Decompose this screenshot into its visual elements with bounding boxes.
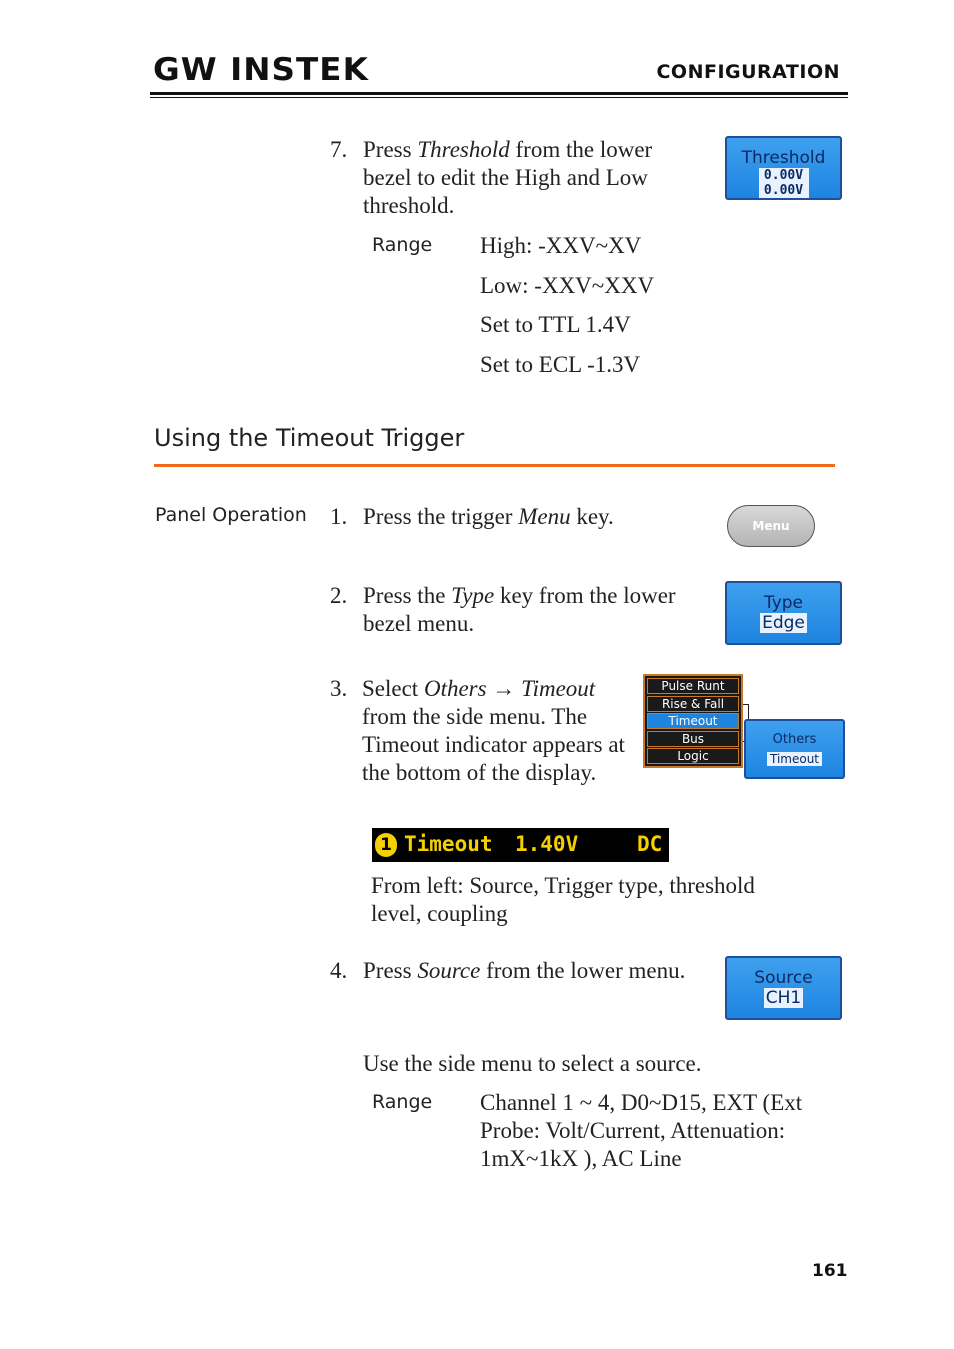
threshold-softkey[interactable] [725,136,842,200]
step-4-range-label: Range [372,1091,433,1113]
others-softkey[interactable] [744,719,845,779]
step-4-text: Press Source from the lower menu. [363,958,686,983]
range-high: High: -XXV~XV [480,233,642,258]
section-label: CONFIGURATION [656,61,840,83]
step-1-number: 1. [330,504,348,529]
threshold-low-value: 0.00V [759,183,809,198]
source-note: Use the side menu to select a source. [363,1051,702,1076]
menu-key[interactable]: Menu [727,505,815,547]
step-4-number: 4. [330,958,348,983]
arrow-icon: → [492,676,516,701]
step-7-range-label: Range [372,234,433,256]
type-softkey[interactable] [725,581,842,645]
step-7-text: Press Threshold from the lower bezel to edit the High and Low threshold. [363,137,653,218]
threshold-softkey-title: Threshold [741,148,826,168]
type-softkey-value: Edge [762,613,805,633]
trigger-type-side-menu [643,674,743,768]
step-3-number: 3. [330,676,348,701]
side-item-logic[interactable]: Logic [647,748,739,764]
type-softkey-title: Type [763,593,804,613]
range-ecl: Set to ECL -1.3V [480,352,641,377]
step-2-text: Press the Type key from the lower bezel menu. [363,583,676,636]
page-number: 161 [812,1261,848,1281]
coupling-text: DC [637,832,663,856]
header-rule [150,92,848,95]
range-low: Low: -XXV~XXV [480,273,655,298]
timeout-indicator [372,828,669,862]
side-item-bus[interactable]: Bus [647,731,739,747]
header-rule-thin [150,97,848,98]
source-softkey-value: CH1 [765,988,802,1008]
source-badge: 1 [375,833,397,857]
range-ttl: Set to TTL 1.4V [480,312,631,337]
panel-operation-label: Panel Operation [155,504,307,526]
gw-instek-logo: GW INSTEK [153,52,369,88]
indicator-caption: From left: Source, Trigger type, threshold level, coupling [371,873,755,926]
section-heading: Using the Timeout Trigger [154,424,465,452]
heading-underline [154,464,835,467]
others-softkey-title: Others [772,732,817,747]
side-item-rise-fall[interactable]: Rise & Fall [647,696,739,712]
source-softkey[interactable] [725,956,842,1020]
others-softkey-value: Timeout [767,752,822,766]
step-7-number: 7. [330,137,348,162]
step-1-text: Press the trigger Menu key. [363,504,614,529]
side-item-timeout[interactable]: Timeout [647,713,739,729]
step-3-text: Select Others → Timeout from the side menu. The Timeout indicator appears at the bottom of the display. [362,676,625,785]
source-softkey-title: Source [754,968,813,988]
step-2-number: 2. [330,583,348,608]
threshold-high-value: 0.00V [759,168,809,183]
threshold-level-text: 1.40V [515,832,579,856]
step-4-range-value: Channel 1 ~ 4, D0~D15, EXT (Ext Probe: Volt/Current, Attenuation: 1mX~1kX ), AC Line [480,1090,803,1171]
side-item-pulse-runt[interactable]: Pulse Runt [647,678,739,694]
trigger-type-text: Timeout [404,832,493,856]
